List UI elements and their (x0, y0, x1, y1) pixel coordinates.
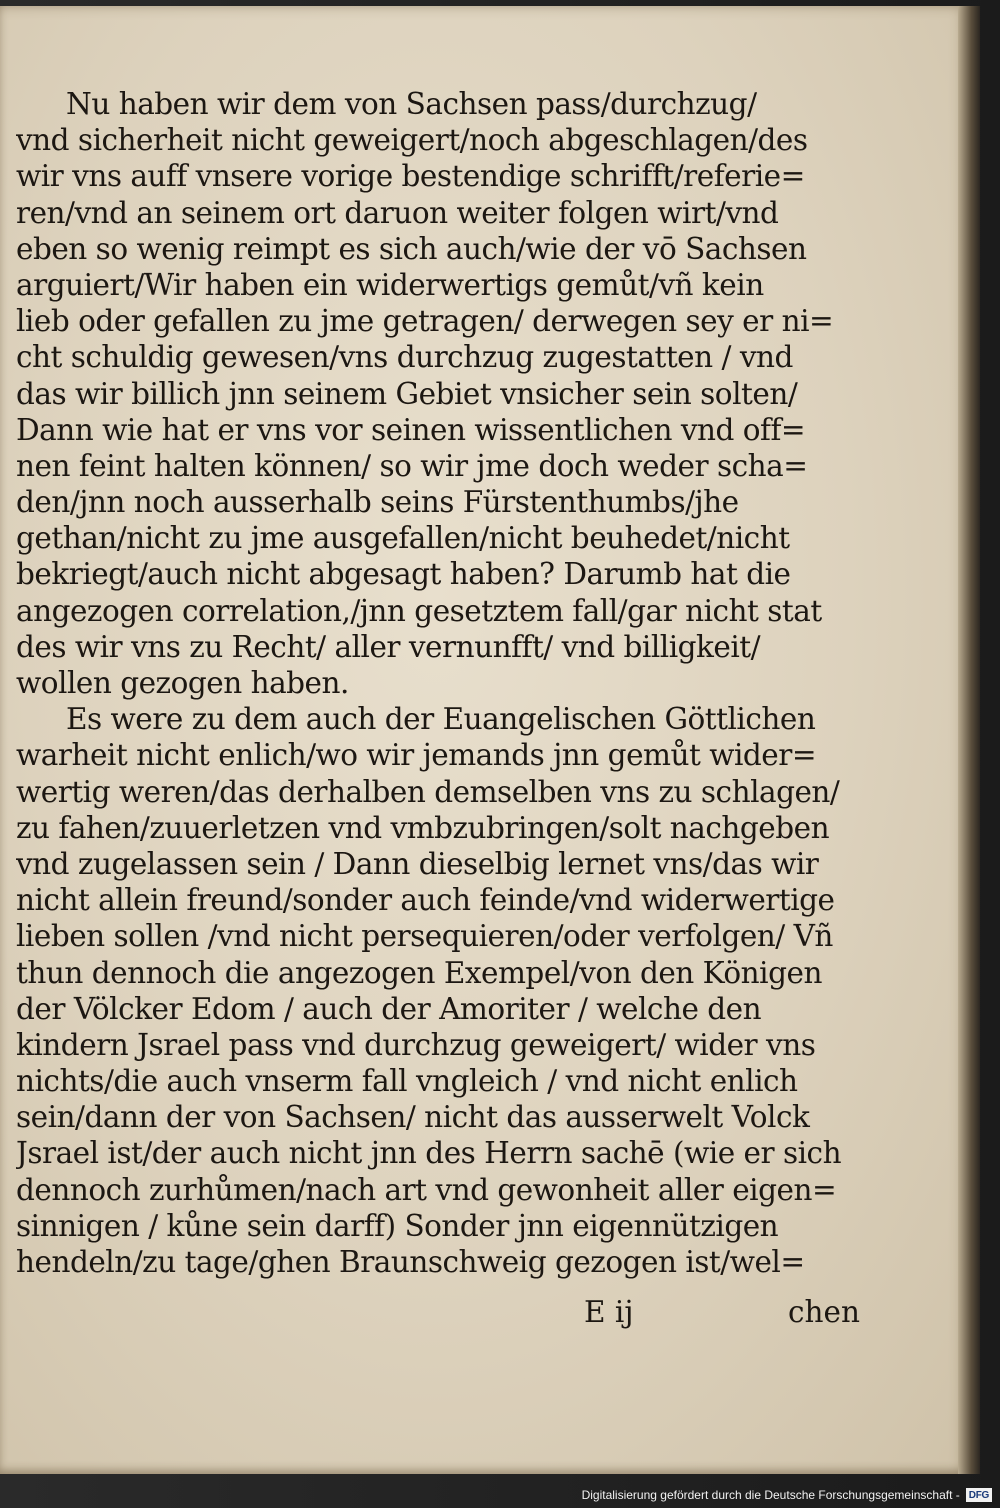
page-footer (16, 1292, 866, 1332)
funding-note (582, 1484, 992, 1506)
text-line: Dann wie hat er vns vor seinen wissentlichen vnd off= (16, 412, 806, 447)
text-line: nicht allein freund/sonder auch feinde/vnd widerwertige (16, 883, 835, 918)
dfg-logo-icon: DFG (966, 1488, 992, 1502)
text-line: bekriegt/auch nicht abgesagt haben? Darumb hat die (16, 557, 791, 592)
page-body-text (16, 86, 866, 1280)
text-line: arguiert/Wir haben ein widerwertigs gemůt/vñ kein (16, 267, 764, 302)
text-line: den/jnn noch ausserhalb seins Fürstenthumbs/jhe (16, 485, 739, 520)
text-line: Jsrael ist/der auch nicht jnn des Herrn sachē (wie er sich (16, 1136, 842, 1171)
text-line: wir vns auff vnsere vorige bestendige schrifft/referie= (16, 159, 805, 194)
text-line: thun dennoch die angezogen Exempel/von den Königen (16, 955, 822, 990)
text-line: Es were zu dem auch der Euangelischen Göttlichen (66, 702, 816, 737)
text-line: gethan/nicht zu jme ausgefallen/nicht beuhedet/nicht (16, 521, 790, 556)
signature-mark: E ij (584, 1295, 634, 1329)
text-line: hendeln/zu tage/ghen Braunschweig gezogen ist/wel= (16, 1245, 805, 1279)
text-line: warheit nicht enlich/wo wir jemands jnn gemůt wider= (16, 738, 817, 773)
text-line: sein/dann der von Sachsen/ nicht das ausserwelt Volck (16, 1100, 810, 1135)
text-line: lieben sollen /vnd nicht persequieren/oder verfolgen/ Vñ (16, 919, 833, 954)
text-line: wollen gezogen haben. (16, 666, 349, 700)
text-line: ren/vnd an seinem ort daruon weiter folgen wirt/vnd (16, 195, 779, 230)
page-edge (958, 6, 980, 1474)
text-line: kindern Jsrael pass vnd durchzug geweigert/ wider vns (16, 1027, 816, 1062)
text-line: dennoch zurhůmen/nach art vnd gewonheit aller eigen= (16, 1172, 837, 1207)
text-line: wertig weren/das derhalben demselben vns zu schlagen/ (16, 774, 840, 809)
text-line: Nu haben wir dem von Sachsen pass/durchzug/ (66, 87, 757, 121)
text-line: zu fahen/zuuerletzen vnd vmbzubringen/solt nachgeben (16, 810, 830, 845)
text-line: des wir vns zu Recht/ aller vernunfft/ vnd billigkeit/ (16, 629, 761, 664)
text-line: nichts/die auch vnserm fall vngleich / vnd nicht enlich (16, 1064, 798, 1099)
book-page (0, 6, 968, 1474)
text-line: der Völcker Edom / auch der Amoriter / welche den (16, 991, 762, 1026)
text-line: vnd zugelassen sein / Dann dieselbig lernet vns/das wir (16, 846, 819, 881)
text-line: lieb oder gefallen zu jme getragen/ derwegen sey er ni= (16, 304, 834, 339)
catchword: chen (788, 1295, 860, 1329)
text-line: sinnigen / kůne sein darff) Sonder jnn eigennützigen (16, 1208, 779, 1243)
text-line: angezogen correlation,/jnn gesetztem fall/gar nicht stat (16, 593, 822, 628)
text-line: eben so wenig reimpt es sich auch/wie der vō Sachsen (16, 231, 807, 266)
text-line: nen feint halten können/ so wir jme doch weder scha= (16, 448, 808, 483)
text-line: vnd sicherheit nicht geweigert/noch abgeschlagen/des (16, 123, 808, 158)
funding-note-text: Digitalisierung gefördert durch die Deutsche Forschungsgemeinschaft - (581, 1488, 960, 1502)
text-line: das wir billich jnn seinem Gebiet vnsicher sein solten/ (16, 376, 798, 411)
text-line: cht schuldig gewesen/vns durchzug zugestatten / vnd (16, 340, 793, 375)
